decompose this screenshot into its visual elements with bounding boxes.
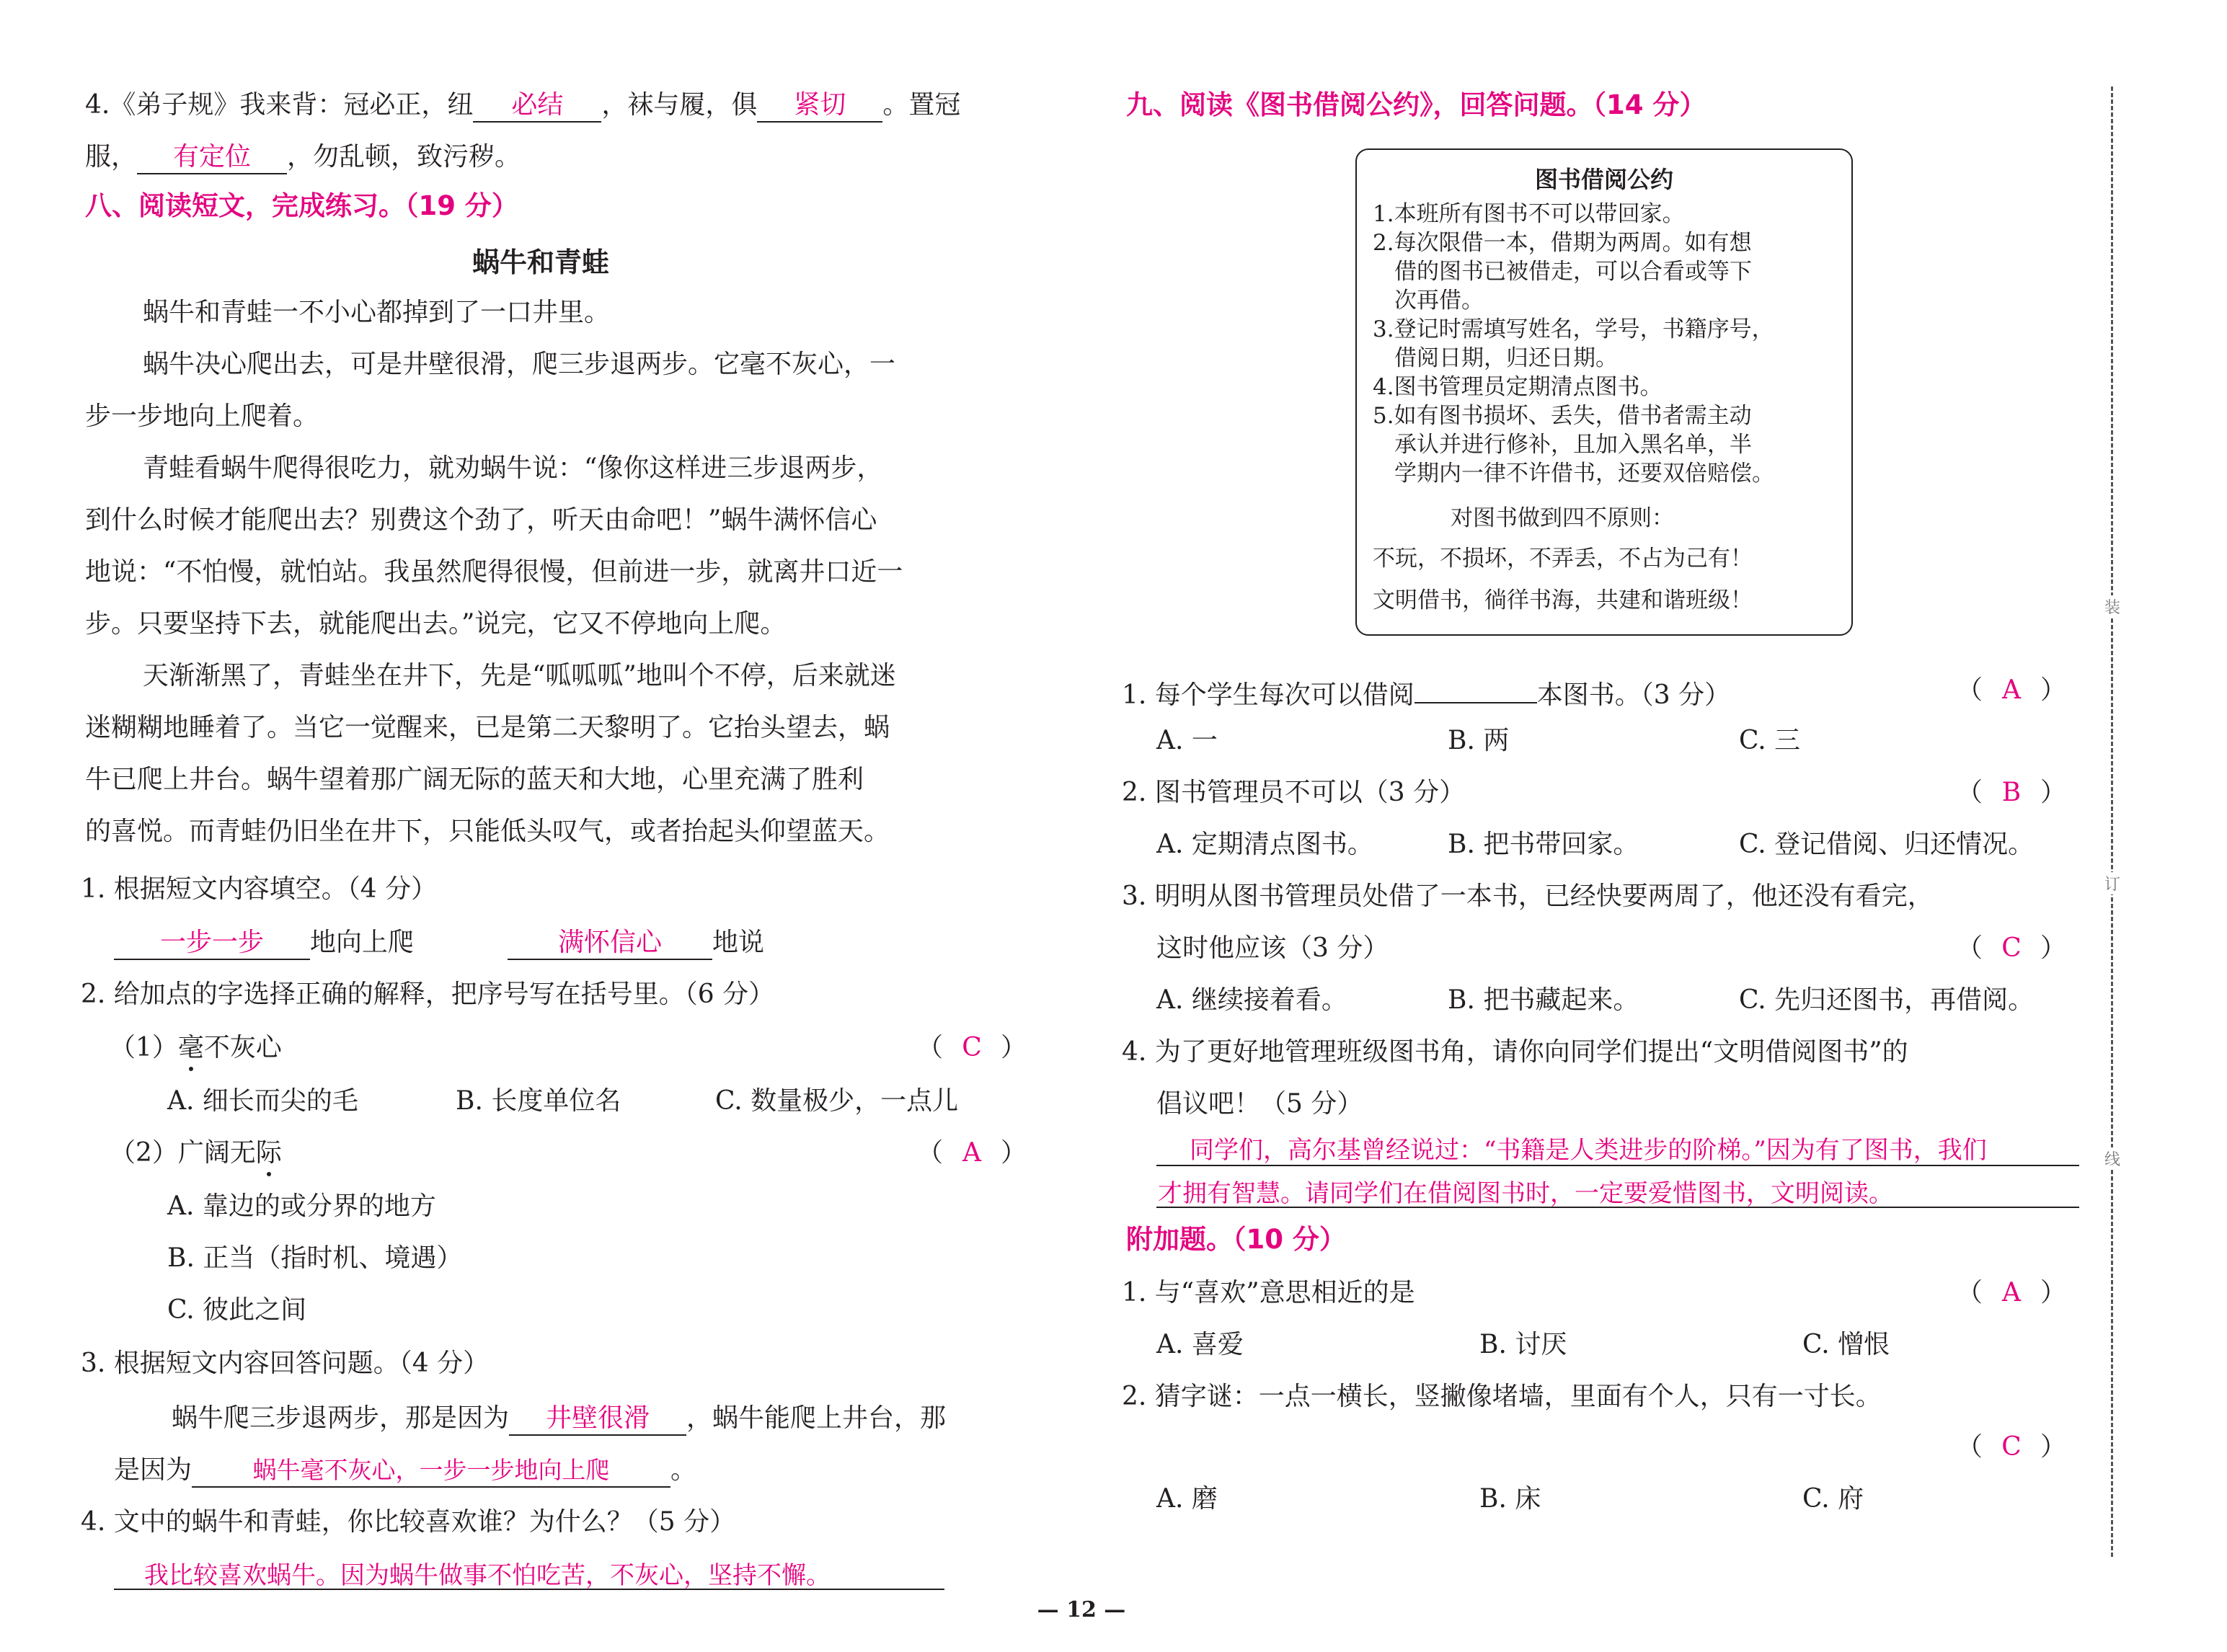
story-line: 蜗牛和青蛙一不小心都掉到了一口井里。: [143, 298, 611, 327]
box-principle: 文明借书，徜徉书海，共建和谐班级！: [1373, 587, 1753, 613]
answer-blank[interactable]: 满怀信心: [508, 927, 712, 960]
box-line: 承认并进行修补，且加入黑名单，半: [1394, 432, 1752, 458]
box-line: 5.如有图书损坏、丢失，借书者需主动: [1373, 403, 1752, 429]
answer-blank[interactable]: 一步一步: [114, 927, 310, 960]
box-line: 3.登记时需填写姓名，学号，书籍序号，: [1373, 316, 1774, 342]
q4-top-line2: 服， 有定位 ，勿乱顿，致污秽。: [85, 140, 521, 174]
option: C. 先归还图书，再借阅。: [1739, 985, 2035, 1015]
binding-line: [2111, 86, 2113, 1557]
answer-blank[interactable]: 必结: [473, 89, 601, 123]
binding-mark: 装: [2102, 595, 2123, 618]
s9-q1-stem: 1. 每个学生每次可以借阅 本图书。（3 分）: [1122, 673, 1730, 713]
s9-q4-answer1[interactable]: 同学们，高尔基曾经说过：“书籍是人类进步的阶梯。”因为有了图书，我们: [1190, 1136, 1987, 1165]
story-line: 步一步地向上爬着。: [85, 401, 319, 431]
story-line: 到什么时候才能爬出去？别费这个劲了，听天由命吧！”蜗牛满怀信心: [85, 505, 877, 535]
s8-q3-stem: 3. 根据短文内容回答问题。（4 分）: [81, 1349, 490, 1378]
answer-paren[interactable]: （ A ）: [917, 1138, 1027, 1168]
dotted-char: 毫: [178, 1031, 204, 1065]
section9-heading: 九、阅读《图书借阅公约》，回答问题。（14 分）: [1126, 89, 1706, 120]
s9-q2-stem: 2. 图书管理员不可以（3 分）: [1122, 778, 1466, 807]
box-line: 学期内一律不许借书，还要双倍赔偿。: [1394, 461, 1774, 487]
s9-q4-answer2[interactable]: 才拥有智慧。请同学们在借阅图书时，一定要爱惜图书，文明阅读。: [1158, 1179, 1893, 1208]
s8-q4-stem: 4. 文中的蜗牛和青蛙，你比较喜欢谁？为什么？（5 分）: [81, 1507, 736, 1537]
box-line: 借阅日期，归还日期。: [1394, 345, 1618, 371]
box-title: 图书借阅公约: [1534, 166, 1673, 193]
story-line: 步。只要坚持下去，就能爬出去。”说完，它又不停地向上爬。: [85, 609, 787, 639]
box-line: 4.图书管理员定期清点图书。: [1373, 374, 1662, 400]
s9-q4-stem2: 倡议吧！（5 分）: [1156, 1089, 1363, 1119]
answer-paren[interactable]: （ C ）: [917, 1033, 1027, 1062]
extra-q1-stem: 1. 与“喜欢”意思相近的是: [1122, 1278, 1415, 1307]
section8-heading: 八、阅读短文，完成练习。（19 分）: [85, 190, 518, 221]
answer-blank[interactable]: 有定位: [137, 141, 287, 174]
s8-q2-sub1: （1）毫不灰心: [110, 1031, 282, 1065]
option: B. 正当（指时机、境遇）: [167, 1243, 463, 1273]
story-line: 青蛙看蜗牛爬得很吃力，就劝蜗牛说：“像你这样进三步退两步，: [143, 453, 883, 483]
option: A. 靠边的或分界的地方: [167, 1191, 436, 1221]
library-rules-box: [1355, 148, 1853, 636]
story-line: 天渐渐黑了，青蛙坐在井下，先是“呱呱呱”地叫个不停，后来就迷: [143, 661, 896, 690]
option: B. 床: [1479, 1484, 1541, 1514]
q4-top-line1: 4.《弟子规》我来背：冠必正，纽 必结 ，袜与履，俱 紧切 。置冠: [85, 88, 960, 123]
s8-q4-answer[interactable]: 我比较喜欢蜗牛。因为蜗牛做事不怕吃苦，不灰心，坚持不懈。: [144, 1561, 831, 1590]
story-line: 牛已爬上井台。蜗牛望着那广阔无际的蓝天和大地，心里充满了胜利: [85, 765, 864, 794]
answer-rule: [1156, 1165, 2079, 1166]
option: A. 喜爱: [1156, 1330, 1244, 1359]
option: C. 彼此之间: [167, 1295, 307, 1325]
extra-q2-stem: 2. 猜字谜：一点一横长，竖撇像堵墙，里面有个人，只有一寸长。: [1122, 1382, 1882, 1411]
story-line: 的喜悦。而青蛙仍旧坐在井下，只能低头叹气，或者抬起头仰望蓝天。: [85, 817, 890, 846]
box-line: 2.每次限借一本，借期为两周。如有想: [1373, 230, 1752, 256]
box-line: 借的图书已被借走，可以合看或等下: [1394, 259, 1752, 285]
answer-blank[interactable]: 井壁很滑: [509, 1403, 686, 1436]
box-line: 1.本班所有图书不可以带回家。: [1373, 201, 1685, 227]
option: B. 长度单位名: [456, 1086, 621, 1116]
s9-q3-stem2: 这时他应该（3 分）: [1156, 933, 1389, 963]
s8-q2-sub2: （2）广阔无际: [110, 1136, 282, 1171]
story-line: 地说：“不怕慢，就怕站。我虽然爬得很慢，但前进一步，就离井口近一: [85, 557, 903, 587]
option: A. 继续接着看。: [1156, 985, 1347, 1015]
option: A. 磨: [1156, 1484, 1218, 1514]
answer-paren[interactable]: （ A ）: [1957, 675, 2067, 705]
option: B. 把书带回家。: [1448, 830, 1639, 859]
answer-blank[interactable]: 紧切: [757, 89, 882, 123]
answer-blank[interactable]: 蜗牛毫不灰心，一步一步地向上爬: [192, 1455, 670, 1488]
option: B. 把书藏起来。: [1448, 985, 1639, 1015]
s8-q1-stem: 1. 根据短文内容填空。（4 分）: [81, 874, 438, 904]
s8-q3-line1: 蜗牛爬三步退两步，那是因为 井壁很滑 ，蜗牛能爬上井台，那: [172, 1401, 946, 1436]
option: C. 憎恨: [1802, 1330, 1890, 1359]
option: A. 定期清点图书。: [1156, 830, 1373, 859]
answer-paren[interactable]: （ C ）: [1957, 1432, 2067, 1462]
binding-mark: 线: [2102, 1147, 2123, 1170]
answer-paren[interactable]: （ C ）: [1957, 933, 2067, 963]
binding-mark: 订: [2102, 872, 2123, 894]
box-principle-title: 对图书做到四不原则：: [1451, 505, 1674, 531]
story-line: 迷糊糊地睡着了。当它一觉醒来，已是第二天黎明了。它抬头望去，蜗: [85, 713, 890, 742]
s8-q3-line2: 是因为 蜗牛毫不灰心，一步一步地向上爬 。: [114, 1453, 696, 1488]
dotted-char: 际: [256, 1136, 282, 1171]
option: C. 府: [1802, 1484, 1864, 1514]
option: C. 三: [1739, 726, 1801, 755]
answer-paren[interactable]: （ A ）: [1957, 1278, 2067, 1307]
answer-paren[interactable]: （ B ）: [1957, 778, 2067, 807]
story-line: 蜗牛决心爬出去，可是井壁很滑，爬三步退两步。它毫不灰心，一: [143, 350, 896, 379]
answer-rule: [114, 1589, 944, 1590]
s8-q1-answers: 一步一步 地向上爬 满怀信心 地说: [114, 925, 764, 960]
option: C. 登记借阅、归还情况。: [1739, 830, 2035, 859]
option: C. 数量极少，一点儿: [715, 1086, 959, 1116]
story-title: 蜗牛和青蛙: [471, 247, 609, 278]
option: B. 讨厌: [1479, 1330, 1567, 1359]
option: B. 两: [1448, 726, 1510, 755]
page-number: — 12 —: [1037, 1597, 1126, 1622]
answer-blank[interactable]: [1414, 673, 1537, 703]
s9-q4-stem: 4. 为了更好地管理班级图书角，请你向同学们提出“文明借阅图书”的: [1122, 1037, 1908, 1067]
option: A. 细长而尖的毛: [167, 1086, 358, 1116]
extra-heading: 附加题。（10 分）: [1126, 1224, 1346, 1255]
s8-q2-stem: 2. 给加点的字选择正确的解释，把序号写在括号里。（6 分）: [81, 980, 775, 1009]
answer-rule: [1156, 1207, 2079, 1208]
box-line: 次再借。: [1394, 288, 1484, 314]
s9-q3-stem: 3. 明明从图书管理员处借了一本书，已经快要两周了，他还没有看完，: [1122, 881, 1934, 911]
option: A. 一: [1156, 726, 1218, 755]
box-principle: 不玩，不损坏，不弄丢，不占为己有！: [1373, 546, 1753, 572]
